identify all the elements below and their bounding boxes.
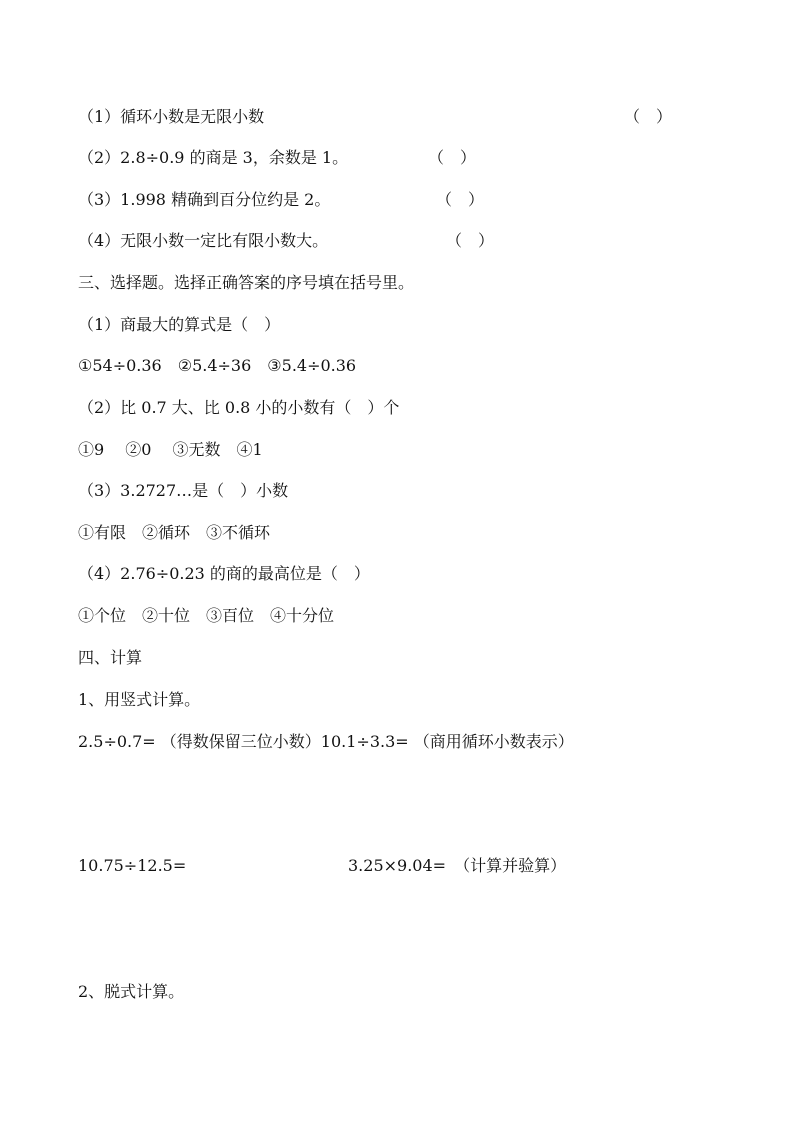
judge-answer-blank-3[interactable]: （ ） (436, 190, 485, 209)
judge-item-3: （3）1.998 精确到百分位约是 2。 (78, 190, 331, 209)
choice-question-3: （3）3.2727…是（ ）小数 (78, 481, 289, 500)
judge-answer-blank-2[interactable]: （ ） (428, 148, 477, 167)
calc-sub-heading-1: 1、用竖式计算。 (78, 690, 201, 709)
choice-options-4: ①个位 ②十位 ③百位 ④十分位 (78, 606, 335, 625)
calc-row-2-right: 3.25×9.04= （计算并验算） (348, 856, 567, 875)
calc-sub-heading-2: 2、脱式计算。 (78, 982, 185, 1001)
calc-row-2-left: 10.75÷12.5= (78, 856, 187, 875)
choice-options-1: ①54÷0.36 ②5.4÷36 ③5.4÷0.36 (78, 356, 357, 375)
section-heading-calc: 四、计算 (78, 648, 143, 667)
judge-item-2: （2）2.8÷0.9 的商是 3，余数是 1。 (78, 148, 349, 167)
calc-row-1: 2.5÷0.7= （得数保留三位小数）10.1÷3.3= （商用循环小数表示） (78, 732, 574, 751)
judge-item-4: （4）无限小数一定比有限小数大。 (78, 231, 329, 250)
choice-options-2: ①9 ②0 ③无数 ④1 (78, 440, 263, 459)
choice-question-4: （4）2.76÷0.23 的商的最高位是（ ） (78, 564, 370, 583)
judge-answer-blank-1[interactable]: （ ） (624, 107, 673, 126)
judge-answer-blank-4[interactable]: （ ） (446, 231, 495, 250)
section-heading-choice: 三、选择题。选择正确答案的序号填在括号里。 (78, 273, 415, 292)
choice-question-1: （1）商最大的算式是（ ） (78, 315, 281, 334)
choice-question-2: （2）比 0.7 大、比 0.8 小的小数有（ ）个 (78, 398, 400, 417)
judge-item-1: （1）循环小数是无限小数 (78, 107, 265, 126)
choice-options-3: ①有限 ②循环 ③不循环 (78, 523, 271, 542)
